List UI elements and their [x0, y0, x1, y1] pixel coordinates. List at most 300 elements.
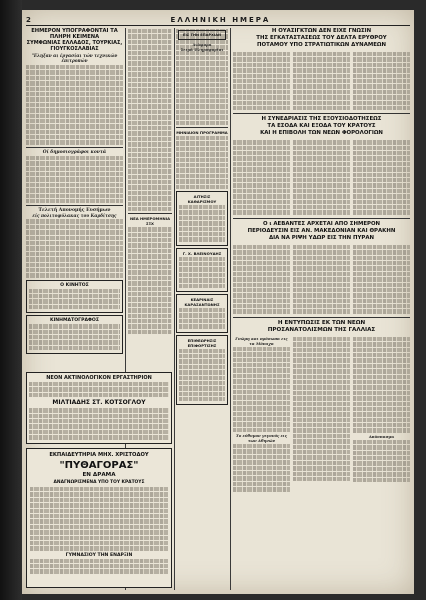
article-body: [233, 139, 290, 215]
text-line: [128, 67, 172, 71]
article-body: [176, 136, 228, 189]
text-line: [353, 283, 410, 287]
text-line: [293, 353, 350, 357]
text-line: [353, 380, 410, 384]
text-line: [26, 172, 123, 176]
text-line: [128, 153, 172, 157]
text-line: [233, 395, 290, 399]
text-line: [128, 164, 172, 168]
text-line: [293, 293, 350, 297]
text-line: [128, 115, 172, 119]
text-line: [353, 304, 410, 308]
text-line: [179, 370, 225, 374]
text-line: [179, 313, 225, 317]
article-body: [233, 347, 290, 432]
text-line: [233, 178, 290, 182]
text-line: [26, 135, 123, 139]
text-line: [353, 189, 410, 193]
text-line: [30, 569, 168, 573]
column-rule: [174, 28, 175, 590]
text-line: [293, 337, 350, 341]
text-line: [233, 460, 290, 464]
text-line: [26, 273, 123, 277]
text-line: [179, 284, 225, 288]
text-line: [293, 428, 350, 432]
text-line: [128, 319, 172, 323]
text-line: [29, 346, 120, 350]
text-line: [128, 104, 172, 108]
text-line: [353, 391, 410, 395]
text-line: [179, 324, 225, 328]
text-line: [293, 84, 350, 88]
text-line: [128, 238, 172, 242]
text-line: [353, 162, 410, 166]
text-line: [293, 173, 350, 177]
boxed-notice: [176, 294, 228, 333]
article-body: [353, 337, 410, 433]
text-line: [293, 412, 350, 416]
text-line: [293, 288, 350, 292]
text-line: [128, 180, 172, 184]
text-line: [233, 101, 290, 105]
text-line: [353, 293, 410, 297]
text-line: [233, 194, 290, 198]
headline-b-line-2: ΤΑ ΕΣΟΔΑ ΚΑΙ ΕΞΟΔΑ ΤΟΥ ΚΡΑΤΟΥΣ: [267, 123, 376, 130]
text-line: [26, 161, 123, 165]
text-line: [30, 509, 168, 513]
text-line: [233, 299, 290, 303]
text-line: [128, 94, 172, 98]
text-line: [179, 205, 225, 209]
text-line: [233, 272, 290, 276]
text-line: [128, 34, 172, 38]
column-subheads: [178, 42, 226, 52]
text-line: [26, 119, 123, 123]
text-line: [233, 368, 290, 372]
text-line: [293, 90, 350, 94]
text-line: [176, 121, 228, 125]
text-line: [353, 57, 410, 61]
text-line: [26, 70, 123, 74]
text-line: [293, 466, 350, 470]
article-columns: [233, 139, 410, 215]
text-line: [128, 297, 172, 301]
text-line: [233, 52, 290, 56]
text-line: [30, 564, 168, 568]
text-line: [353, 68, 410, 72]
text-line: [176, 61, 228, 65]
text-line: [293, 261, 350, 265]
text-line: [26, 87, 123, 91]
text-line: [293, 74, 350, 78]
headline-b-line-1: Η ΣΥΝΕΔΡΙΑΣΙΣ ΤΗΣ ΕΞΟΥΣΙΟΔΟΤΗΣΕΩΣ: [261, 116, 382, 123]
text-line: [176, 168, 228, 172]
text-line: [30, 525, 168, 529]
text-line: [353, 337, 410, 341]
text-line: [293, 52, 350, 56]
text-line: [29, 435, 169, 439]
text-line: [293, 205, 350, 209]
text-line: [293, 369, 350, 373]
text-line: [353, 146, 410, 150]
text-line: [26, 108, 123, 112]
text-line: [179, 232, 225, 236]
text-line: [29, 324, 120, 328]
article-body: [233, 244, 290, 315]
text-line: [293, 455, 350, 459]
text-line: [233, 95, 290, 99]
text-line: [353, 140, 410, 144]
main-headline-line-2: ΣΥΜΦΩΝΙΑΣ ΕΛΛΑΔΟΣ, ΤΟΥΡΚΙΑΣ, ΓΙΟΥΓΚΟΣΛΑΒΙΑΣ: [26, 40, 123, 52]
text-line: [233, 379, 290, 383]
text-line: [26, 219, 123, 223]
text-line: [233, 352, 290, 356]
text-line: [293, 461, 350, 465]
article-headline: Οί δημοσιογράφοι κοντά: [42, 149, 107, 155]
text-line: [233, 140, 290, 144]
text-line: [26, 188, 123, 192]
article-body: [128, 29, 172, 211]
text-line: [179, 237, 225, 241]
text-line: [353, 369, 410, 373]
text-line: [179, 397, 225, 401]
text-line: [128, 131, 172, 135]
ad-line: ΑΝΑΓΝΩΡΙΣΜΕΝΑ ΥΠΟ ΤΟΥ ΚΡΑΤΟΥΣ: [53, 480, 145, 485]
text-line: [128, 158, 172, 162]
text-line: [353, 194, 410, 198]
text-line: [176, 110, 228, 114]
text-line: [353, 478, 410, 482]
text-line: [30, 498, 168, 502]
text-line: [26, 97, 123, 101]
text-line: [353, 412, 410, 416]
text-line: [353, 151, 410, 155]
ad-name: ΜΙΛΤΙΑΔΗΣ ΣΤ. ΚΟΤΣΟΓΛΟΥ: [52, 399, 146, 407]
section-header: ΜΗΝΙΑΙΟΝ ΠΡΟΓΡΑΜΜΑ: [176, 130, 228, 136]
text-line: [179, 381, 225, 385]
advertisement-xray-lab: [26, 372, 172, 444]
text-line: [353, 95, 410, 99]
notice-title: Ο ΚΙΝΗΤΟΣ: [60, 282, 89, 288]
text-line: [128, 191, 172, 195]
main-headline-line-1: ΕΗΜΕΡΟΝ ΥΠΟΓΡΑΦΟΝΤΑΙ ΤΑ ΠΛΗΡΗ ΚΕΙΜΕΝΑ: [31, 28, 118, 40]
text-line: [293, 178, 350, 182]
text-line: [233, 476, 290, 480]
text-line: [233, 304, 290, 308]
text-line: [176, 78, 228, 82]
text-line: [128, 185, 172, 189]
text-line: [293, 380, 350, 384]
text-line: [128, 227, 172, 231]
text-line: [353, 250, 410, 254]
right-section: [233, 28, 410, 590]
text-line: [29, 382, 169, 386]
text-line: [30, 559, 168, 563]
text-line: [128, 142, 172, 146]
article-body: [293, 244, 350, 315]
text-line: [293, 63, 350, 67]
article-columns: [233, 51, 410, 111]
headline-a-line-2: ΤΗΣ ΕΓΚΑΤΑΣΤΑΣΕΩΣ ΤΟΥ ΔΕΛΤΑ ΕΡΥΘΡΟΥ: [256, 35, 387, 41]
text-line: [233, 63, 290, 67]
text-line: [128, 303, 172, 307]
text-line: [353, 461, 410, 465]
text-line: [353, 183, 410, 187]
cinema-notice-2: [26, 315, 123, 354]
text-line: [176, 185, 228, 189]
text-line: [233, 422, 290, 426]
text-line: [293, 189, 350, 193]
headline-block-b: [233, 113, 410, 137]
text-line: [29, 294, 120, 298]
text-line: [293, 146, 350, 150]
text-line: [179, 262, 225, 266]
text-line: [353, 79, 410, 83]
text-line: [179, 227, 225, 231]
text-line: [353, 52, 410, 56]
text-line: [233, 449, 290, 453]
text-line: [353, 402, 410, 406]
text-line: [293, 391, 350, 395]
text-line: [233, 266, 290, 270]
text-line: [30, 492, 168, 496]
text-line: [353, 84, 410, 88]
text-line: [353, 451, 410, 455]
text-line: [353, 178, 410, 182]
main-subheadline: "Εληξαν αι έργασίαι τών τεχνικών έπιτροπών: [31, 53, 118, 63]
text-line: [233, 162, 290, 166]
text-line: [29, 335, 120, 339]
boxed-notice: [176, 248, 228, 292]
text-line: [353, 200, 410, 204]
text-line: [353, 256, 410, 260]
text-line: [293, 472, 350, 476]
text-line: [293, 101, 350, 105]
text-line: [233, 487, 290, 491]
text-line: [233, 245, 290, 249]
text-line: [353, 90, 410, 94]
text-line: [293, 140, 350, 144]
text-line: [353, 353, 410, 357]
text-line: [179, 392, 225, 396]
text-line: [179, 386, 225, 390]
text-line: [293, 266, 350, 270]
text-line: [26, 114, 123, 118]
text-line: [128, 169, 172, 173]
text-line: [179, 221, 225, 225]
text-line: [176, 88, 228, 92]
text-line: [26, 130, 123, 134]
text-line: [353, 375, 410, 379]
text-line: [26, 236, 123, 240]
text-line: [26, 76, 123, 80]
text-line: [293, 277, 350, 281]
text-line: [176, 147, 228, 151]
text-line: [176, 179, 228, 183]
column-2: [128, 28, 172, 368]
boxed-notice: [176, 191, 228, 246]
text-line: [353, 288, 410, 292]
article-body: [26, 156, 123, 204]
text-line: [293, 245, 350, 249]
text-line: [128, 249, 172, 253]
text-line: [29, 299, 120, 303]
text-line: [128, 330, 172, 334]
text-line: [233, 482, 290, 486]
article-headline: Τελετή Απονομής Ευσήμων: [38, 208, 111, 214]
ad-subtitle: ΕΝ ΔΡΑΜΑ: [82, 472, 116, 478]
text-line: [293, 445, 350, 449]
text-line: [176, 56, 228, 60]
text-line: [233, 90, 290, 94]
text-line: [233, 390, 290, 394]
text-line: [353, 74, 410, 78]
article-body: [233, 51, 290, 111]
article-subhead: Το εύθυμον γεγονός εις των Αθηνών: [235, 433, 288, 444]
text-line: [233, 84, 290, 88]
text-line: [128, 148, 172, 152]
text-line: [293, 375, 350, 379]
text-line: [176, 83, 228, 87]
notice-title: ΕΠΙΘΕΩΡΗΣΙΣ ΕΠΙΦΟΡΤΙΣΗΣ: [187, 337, 217, 348]
text-line: [128, 308, 172, 312]
text-line: [293, 162, 350, 166]
text-line: [26, 103, 123, 107]
text-line: [128, 29, 172, 33]
text-line: [233, 401, 290, 405]
text-line: [29, 414, 169, 418]
text-line: [176, 163, 228, 167]
text-line: [26, 183, 123, 187]
newspaper-page: [22, 10, 414, 594]
text-line: [176, 99, 228, 103]
text-line: [353, 101, 410, 105]
text-line: [233, 466, 290, 470]
text-line: [128, 88, 172, 92]
text-line: [176, 72, 228, 76]
binding-edge: [0, 0, 22, 600]
article-body: [353, 51, 410, 111]
text-line: [30, 541, 168, 545]
text-line: [293, 156, 350, 160]
text-line: [353, 299, 410, 303]
text-line: [29, 424, 169, 428]
text-line: [233, 293, 290, 297]
text-line: [293, 358, 350, 362]
text-line: [176, 67, 228, 71]
headline-b-line-3: ΚΑΙ Η ΕΠΙΒΟΛΗ ΤΩΝ ΝΕΩΝ ΦΟΡΟΛΟΓΙΩΝ: [260, 130, 383, 137]
text-line: [293, 423, 350, 427]
text-line: [179, 349, 225, 353]
text-line: [176, 136, 228, 140]
article-column: [353, 336, 410, 493]
text-line: [26, 263, 123, 267]
text-line: [128, 243, 172, 247]
text-line: [128, 126, 172, 130]
article-body: [293, 51, 350, 111]
text-line: [293, 79, 350, 83]
text-line: [128, 281, 172, 285]
article-columns: [233, 244, 410, 315]
text-line: [128, 196, 172, 200]
text-line: [353, 418, 410, 422]
text-line: [353, 396, 410, 400]
text-line: [233, 151, 290, 155]
text-line: [233, 358, 290, 362]
text-line: [179, 365, 225, 369]
boxed-notice: [176, 335, 228, 406]
text-line: [128, 292, 172, 296]
text-line: [128, 314, 172, 318]
text-line: [233, 428, 290, 432]
text-line: [26, 230, 123, 234]
text-line: [128, 83, 172, 87]
text-line: [179, 308, 225, 312]
headline-block-c: [233, 218, 410, 242]
text-line: [233, 57, 290, 61]
advertisement-pythagoras-school: [26, 448, 172, 588]
article-body: [233, 444, 290, 492]
text-line: [179, 319, 225, 323]
text-line: [26, 225, 123, 229]
text-line: [176, 94, 228, 98]
text-line: [293, 194, 350, 198]
ad-title: ΕΚΠΑΙΔΕΥΤΗΡΙΑ ΜΗΧ. ΧΡΙΣΤΟΔΟΥ: [49, 452, 149, 458]
text-line: [30, 487, 168, 491]
article-body: [293, 139, 350, 215]
article-columns: [233, 336, 410, 493]
text-line: [293, 364, 350, 368]
text-line: [128, 72, 172, 76]
text-line: [353, 156, 410, 160]
text-line: [353, 358, 410, 362]
divider: [26, 147, 123, 148]
column-subhead: Διάφορα: [192, 42, 212, 47]
text-line: [353, 456, 410, 460]
text-line: [233, 406, 290, 410]
text-line: [128, 233, 172, 237]
headline-c-line-3: ΔΙΑ ΝΑ ΡΙΨΗ ΥΔΩΡ ΕΙΣ ΤΗΝ ΠΥΡΑΝ: [268, 234, 375, 241]
text-line: [293, 434, 350, 438]
text-line: [293, 283, 350, 287]
section-header: ΝΕΑ ΗΜΕΡΟΜΗΝΙΑ ΣΞΧ: [129, 216, 171, 227]
column-header-box: [178, 30, 226, 40]
text-line: [353, 467, 410, 471]
column-subhead: Σειρά Πληροφορίαι: [180, 47, 224, 52]
text-line: [29, 289, 120, 293]
text-line: [353, 348, 410, 352]
text-line: [128, 270, 172, 274]
text-line: [128, 207, 172, 211]
text-line: [233, 210, 290, 214]
article-body: [26, 219, 123, 277]
text-line: [128, 121, 172, 125]
text-line: [293, 450, 350, 454]
text-line: [26, 65, 123, 69]
text-line: [293, 167, 350, 171]
text-line: [353, 63, 410, 67]
text-line: [29, 387, 169, 391]
text-line: [233, 374, 290, 378]
text-line: [353, 167, 410, 171]
text-line: [353, 385, 410, 389]
headline-c-line-1: Ο ι ΑΕΒΑΝΤΕΣ ΑΡΧΕΤΑΙ ΑΠΟ ΣΗΜΕΡΟΝ: [262, 220, 381, 227]
text-line: [353, 272, 410, 276]
text-line: [233, 68, 290, 72]
text-line: [293, 183, 350, 187]
text-line: [29, 419, 169, 423]
text-line: [293, 106, 350, 110]
